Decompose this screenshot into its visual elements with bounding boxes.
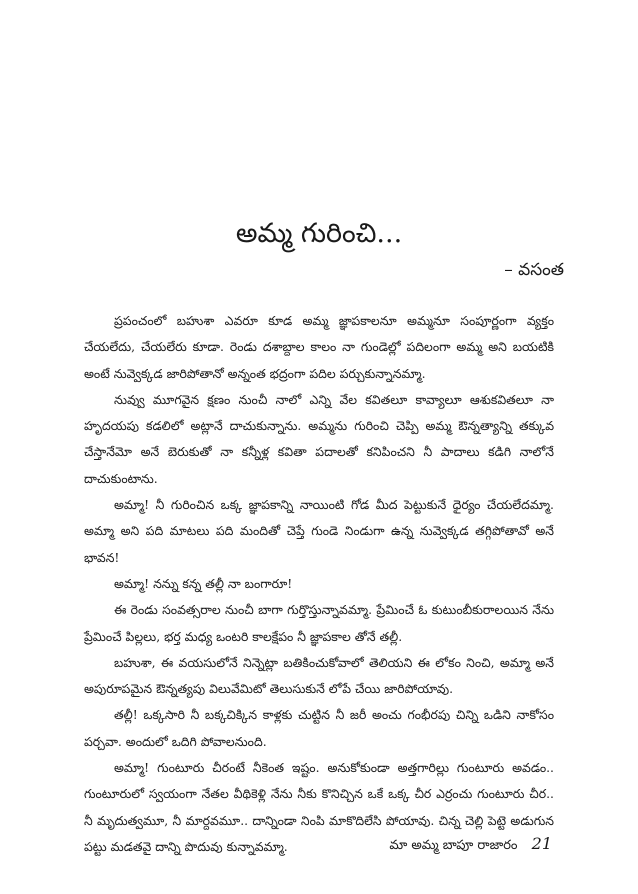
paragraph: తల్లీ! ఒక్కసారి నీ బక్కచిక్కిన కాళ్లకు చుట్టిన నీ జరీ అంచు గంభీరపు చిన్ని ఒడిని నాకోసం పర్చవా. అందులో ఒదిగి పోవాలనుంది. xyxy=(84,707,554,749)
author-name: – వసంత xyxy=(504,260,564,280)
paragraph: అమ్మా! నన్ను కన్న తల్లీ నా బంగారూ! xyxy=(114,575,293,591)
paragraph: ప్రపంచంలో బహుశా ఎవరూ కూడ అమ్మ జ్ఞాపకాలనూ అమ్మనూ సంపూర్ణంగా వ్యక్తం చేయలేదు, చేయలేరు కూడా. రెండు దశాబ్దాల కాలం నా గుండెల్లో పదిలంగా అమ్మ అని బయటికి అంటే నువ్వెక్కడ జారిపోతానో అన్నంత భద్రంగా పదిల పర్చుకున్నానమ్మా. xyxy=(84,313,554,381)
page-title: అమ్మ గురించి... xyxy=(235,218,403,249)
paragraph: బహుశా, ఈ వయసులోనే నిన్నెట్లా బతికించుకోవాలో తెలియని ఈ లోకం నించి, అమ్మా అనే అపురూపమైన ఔన్నత్యపు విలువేమిటో తెలుసుకునే లోపే చేయి జారిపోయావు. xyxy=(84,654,554,697)
page-footer xyxy=(389,834,552,856)
paragraph: అమ్మా! నీ గురించిన ఒక్క జ్ఞాపకాన్ని నాయింటి గోడ మీద పెట్టుకునే ధైర్యం చేయలేదమ్మా. అమ్మా అని పది మాటలు పది మందితో చెప్తే గుండె నిండుగా ఉన్న నువ్వెక్కడ తగ్గిపోతావో అనే భావన! xyxy=(84,497,554,565)
paragraph: ఈ రెండు సంవత్సరాల నుంచీ బాగా గుర్తొస్తున్నావమ్మా. ప్రేమించే ఓ కుటుంబీకురాలయిన నేను ప్రేమించే పిల్లలు, భర్త మధ్య ఒంటరి కాలక్షేపం నీ జ్ఞాపకాల తోనే తల్లీ. xyxy=(84,602,554,644)
paragraph: నువ్వు మూగవైన క్షణం నుంచీ నాలో ఎన్ని వేల కవితలూ కావ్యాలూ ఆశుకవితలూ నా హృదయపు కడలిలో అట్లానే దాచుకున్నాను. అమ్మను గురించి చెప్పి అమ్మ ఔన్నత్యాన్ని తక్కువ చేస్తానేమో అనే బెరుకుతో నా కన్నీళ్ల కవితా పదాలతో కనిపించని నీ పాదాలు కడిగి నాలోనే దాచుకుంటాను. xyxy=(84,391,554,486)
page-number: 21 xyxy=(531,834,552,853)
paragraph: అమ్మా! గుంటూరు చీరంటే నీకెంత ఇష్టం. అనుకోకుండా అత్తగారిల్లు గుంటూరు అవడం.. గుంటూరులో స్వయంగా నేతల వీథికెళ్లి నేను నీకు కొనిచ్చిన ఒకే ఒక్క చీర ఎర్రంచు గుంటూరు చీర.. నీ మృదుత్వమూ, నీ మార్దవమూ.. దాన్నిండా నింపి మాకొదిలేసి పోయావు. చిన్న చెల్లి పెట్టె అడుగున పట్టు మడతవై దాన్ని పొదువు కున్నావమ్మా. xyxy=(84,760,554,854)
footer-book-title: మా అమ్మ బాపూ రాజారం xyxy=(389,838,518,853)
body-text xyxy=(84,308,554,860)
